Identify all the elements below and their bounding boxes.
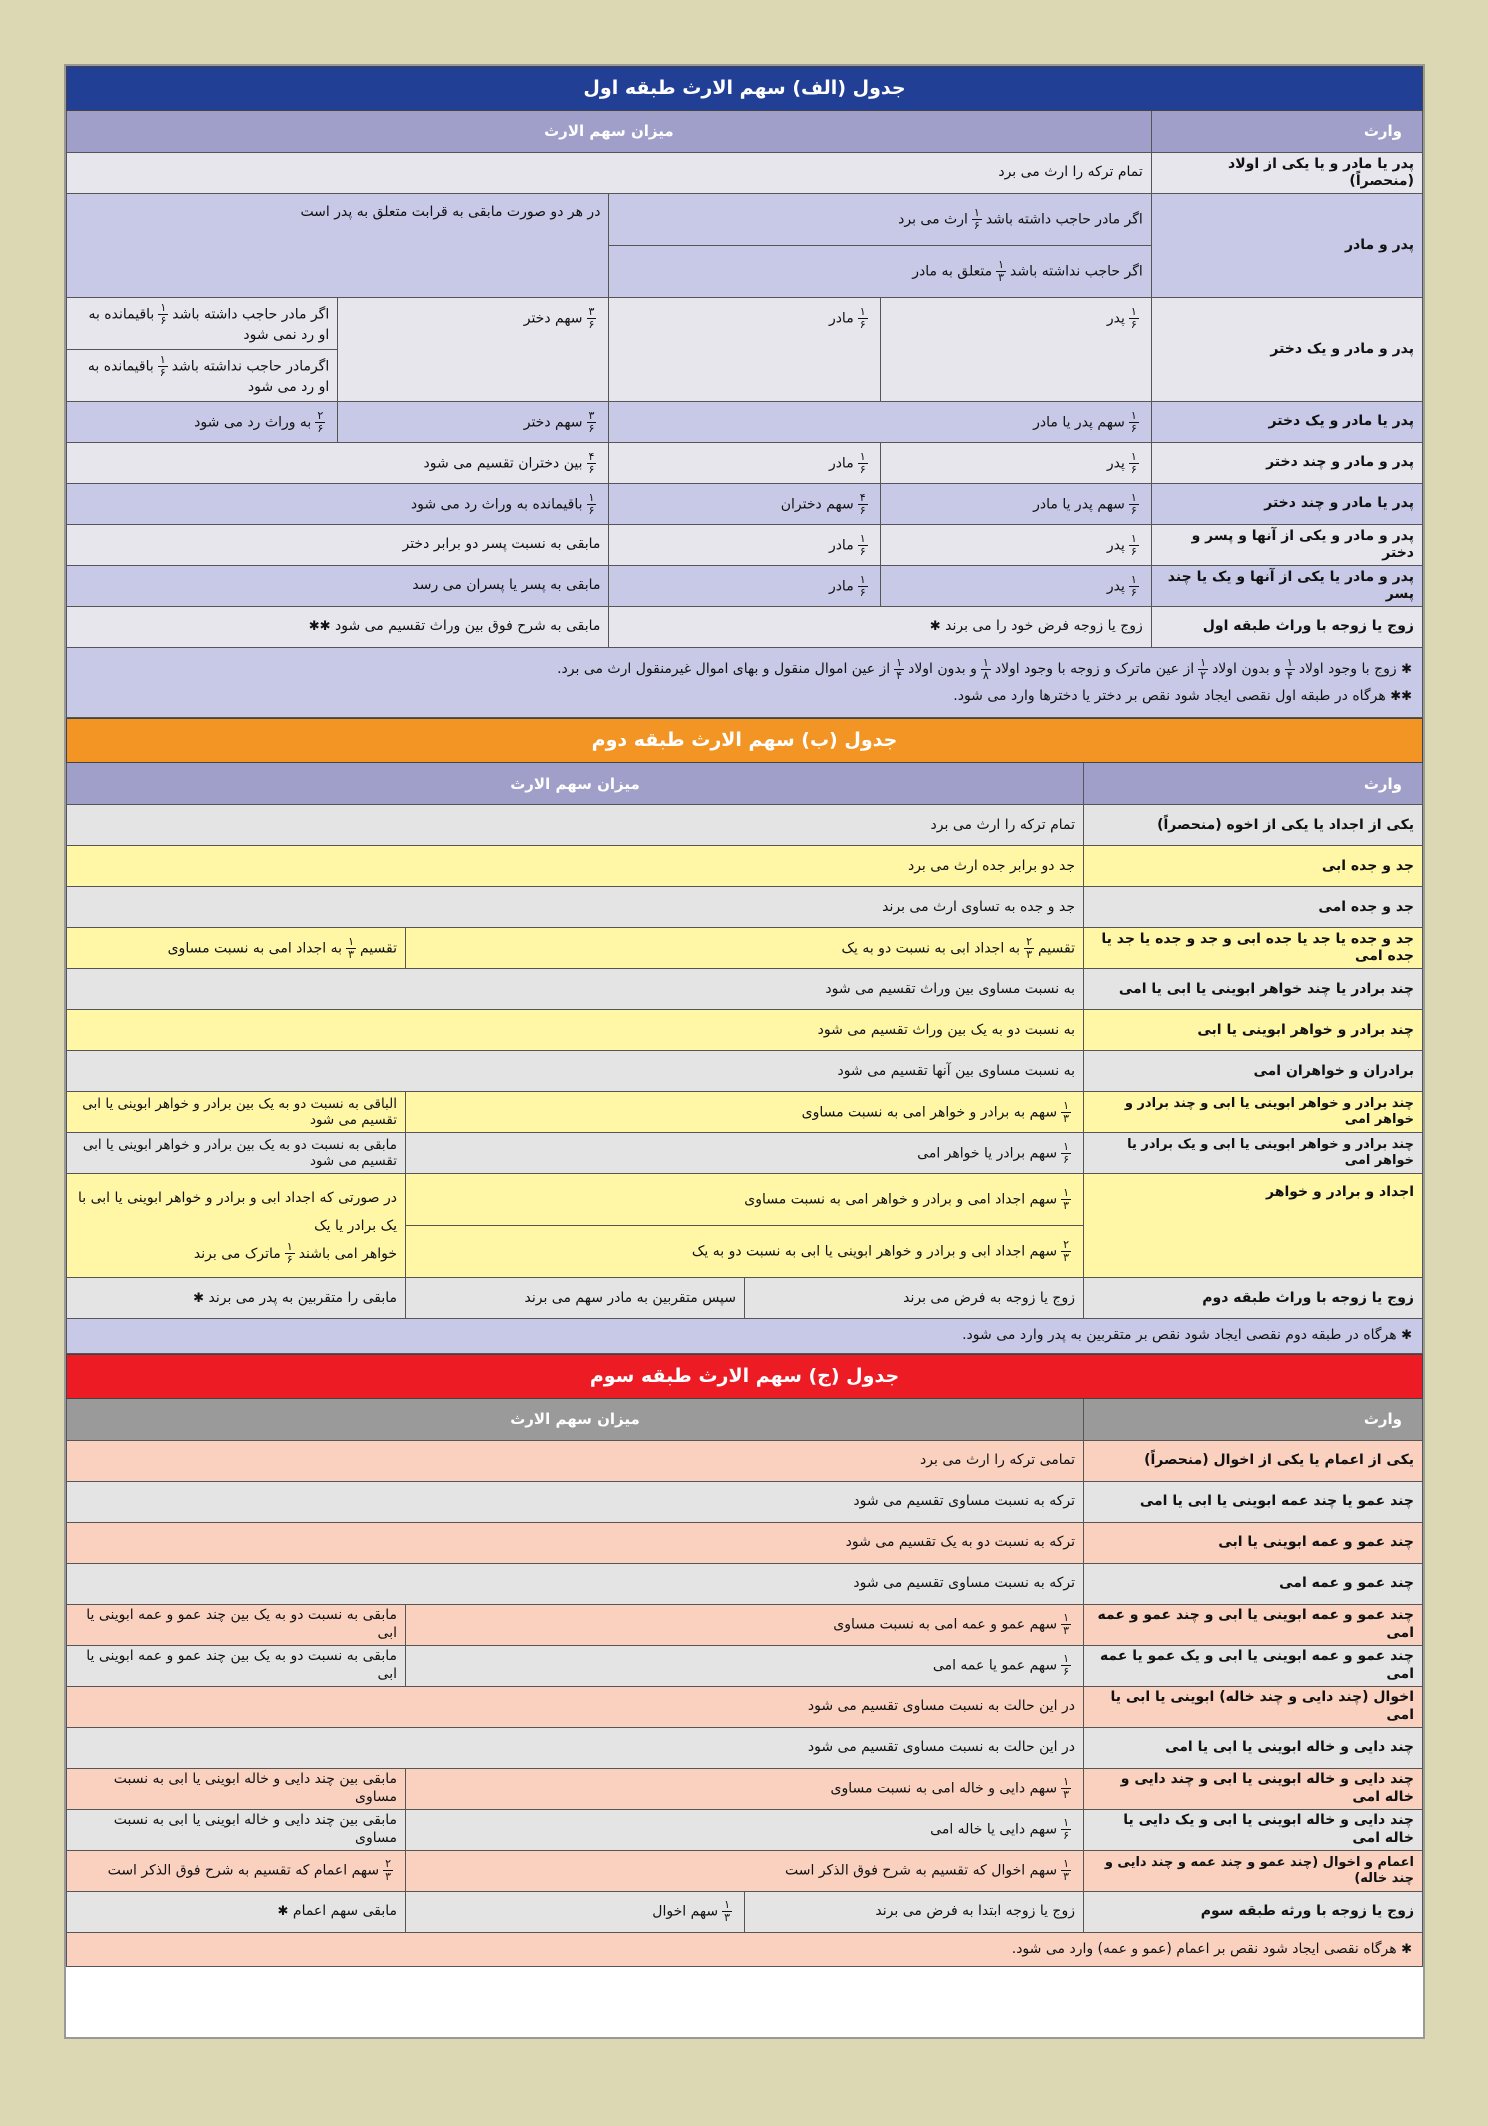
row-heir: جد و جده یا جد یا جده ابی و جد و جده یا جد یا جده امی <box>1084 928 1423 969</box>
row-heir: چند دایی و خاله ابوینی یا ابی و چند دایی و خاله امی <box>1084 1768 1423 1809</box>
row-share: الباقی به نسبت دو به یک بین برادر و خواهر ابوینی یا ابی تقسیم می شود <box>67 1092 406 1133</box>
row-heir: چند عمو و عمه ابوینی یا ابی و یک عمو یا عمه امی <box>1084 1645 1423 1686</box>
row-share: در این حالت به نسبت مساوی تقسیم می شود <box>67 1686 1084 1727</box>
row-share: اگر حاجب نداشته باشد $\frac{۱}{۳}$ متعلق به مادر <box>609 246 1151 298</box>
row-share: $\frac{۱}{۶}$ سهم عمو یا عمه امی <box>406 1645 1084 1686</box>
row-share: $\frac{۱}{۳}$ سهم به برادر و خواهر امی به نسبت مساوی <box>406 1092 1084 1133</box>
row-share: $\frac{۱}{۶}$ پدر <box>880 525 1151 566</box>
share-daughter: $\frac{۳}{۶}$ سهم دختر <box>338 298 609 402</box>
note-line: ✱✱ هرگاه در طبقه اول نقصی ایجاد شود نقص بر دختر یا دخترها وارد می شود. <box>953 687 1412 704</box>
table-a-title: جدول (الف) سهم الارث طبقه اول <box>67 67 1423 111</box>
row-share: $\frac{۲}{۳}$ سهم اجداد ابی و برادر و خواهر ابوینی یا ابی به نسبت دو به یک <box>406 1226 1084 1278</box>
row-share: $\frac{۱}{۳}$ سهم عمو و عمه امی به نسبت مساوی <box>406 1604 1084 1645</box>
row-share: $\frac{۱}{۶}$ باقیمانده به وراث رد می شود <box>67 484 609 525</box>
header-heir: وارث <box>1084 763 1423 805</box>
row-share: در صورتی که اجداد ابی و برادر و خواهر ابوینی یا ابی با یک برادر یا یک خواهر امی باشند $\frac{۱}{۶}$ ماترک می برند <box>67 1174 406 1278</box>
table-b-note: ✱ هرگاه در طبقه دوم نقصی ایجاد شود نقص بر متقربین به پدر وارد می شود. <box>67 1319 1423 1354</box>
row-share: تمامی ترکه را ارث می برد <box>67 1440 1084 1481</box>
row-heir: چند برادر و خواهر ابوینی یا ابی و چند برادر و خواهر امی <box>1084 1092 1423 1133</box>
row-heir: پدر یا مادر و یا یکی از اولاد (منحصراً) <box>1151 153 1422 194</box>
row-share: زوج یا زوجه به فرض می برند <box>745 1278 1084 1319</box>
table-c-note: ✱ هرگاه نقصی ایجاد شود نقص بر اعمام (عمو و عمه) وارد می شود. <box>67 1932 1423 1967</box>
row-heir: پدر و مادر یا یکی از آنها و یک یا چند پسر <box>1151 566 1422 607</box>
header-heir: وارث <box>1151 111 1422 153</box>
table-third-class <box>66 1354 1423 1968</box>
row-heir: یکی از اجداد یا یکی از اخوه (منحصراً) <box>1084 805 1423 846</box>
row-heir: جد و جده امی <box>1084 887 1423 928</box>
row-share: $\frac{۱}{۶}$ سهم پدر یا مادر <box>880 484 1151 525</box>
row-share: ترکه به نسبت دو به یک تقسیم می شود <box>67 1522 1084 1563</box>
row-heir: پدر و مادر <box>1151 194 1422 298</box>
row-heir: چند عمو و عمه ابوینی یا ابی و چند عمو و عمه امی <box>1084 1604 1423 1645</box>
row-share: $\frac{۱}{۶}$ مادر <box>609 525 880 566</box>
row-heir: پدر و مادر و چند دختر <box>1151 443 1422 484</box>
row-share: اگرمادر حاجب نداشته باشد $\frac{۱}{۶}$ باقیمانده به او رد می شود <box>67 350 338 402</box>
row-share-note: در هر دو صورت مابقی به قرابت متعلق به پدر است <box>67 194 609 298</box>
header-share: میزان سهم الارث <box>67 1398 1084 1440</box>
row-heir: پدر و مادر و یکی از آنها و پسر و دختر <box>1151 525 1422 566</box>
row-share: $\frac{۲}{۳}$ سهم اعمام که تقسیم به شرح فوق الذکر است <box>67 1850 406 1891</box>
row-heir: اخوال (چند دایی و چند خاله) ابوینی یا ابی یا امی <box>1084 1686 1423 1727</box>
row-share: به نسبت مساوی بین وراث تقسیم می شود <box>67 969 1084 1010</box>
row-share: جد دو برابر جده ارث می برد <box>67 846 1084 887</box>
header-share: میزان سهم الارث <box>67 111 1152 153</box>
row-heir: پدر یا مادر و چند دختر <box>1151 484 1422 525</box>
row-share: $\frac{۴}{۶}$ بین دختران تقسیم می شود <box>67 443 609 484</box>
row-share: جد و جده به تساوی ارث می برند <box>67 887 1084 928</box>
row-share: ترکه به نسبت مساوی تقسیم می شود <box>67 1481 1084 1522</box>
row-share: $\frac{۱}{۶}$ پدر <box>880 443 1151 484</box>
row-heir: پدر و مادر و یک دختر <box>1151 298 1422 402</box>
row-share: مابقی به نسبت پسر دو برابر دختر <box>67 525 609 566</box>
row-share: $\frac{۲}{۶}$ به وراث رد می شود <box>67 402 338 443</box>
row-share: مابقی به نسبت دو به یک بین برادر و خواهر ابوینی یا ابی تقسیم می شود <box>67 1133 406 1174</box>
row-share: ترکه به نسبت مساوی تقسیم می شود <box>67 1563 1084 1604</box>
row-heir: چند برادر یا چند خواهر ابوینی یا ابی یا امی <box>1084 969 1423 1010</box>
row-heir: زوج یا زوجه با وراث طبقه دوم <box>1084 1278 1423 1319</box>
row-heir: چند دایی و خاله ابوینی یا ابی و یک دایی یا خاله امی <box>1084 1809 1423 1850</box>
row-share: تمام ترکه را ارث می برد <box>67 805 1084 846</box>
row-heir: اعمام و اخوال (چند عمو و چند عمه و چند دایی و چند خاله) <box>1084 1850 1423 1891</box>
row-share: مابقی بین چند دایی و خاله ابوینی یا ابی به نسبت مساوی <box>67 1768 406 1809</box>
row-share: $\frac{۴}{۶}$ سهم دختران <box>609 484 880 525</box>
row-share: $\frac{۱}{۶}$ پدر <box>880 566 1151 607</box>
row-share: اگر مادر حاجب داشته باشد $\frac{۱}{۶}$ ارث می برد <box>609 194 1151 246</box>
row-heir: چند برادر و خواهر ابوینی یا ابی و یک برادر یا خواهر امی <box>1084 1133 1423 1174</box>
row-share: $\frac{۱}{۳}$ سهم اجداد امی و برادر و خواهر امی به نسبت مساوی <box>406 1174 1084 1226</box>
row-heir: برادران و خواهران امی <box>1084 1051 1423 1092</box>
header-share: میزان سهم الارث <box>67 763 1084 805</box>
row-share: زوج یا زوجه فرض خود را می برند ✱ <box>609 607 1151 648</box>
table-first-class <box>66 66 1423 718</box>
row-share: تمام ترکه را ارث می برد <box>67 153 1152 194</box>
row-heir: چند عمو و عمه امی <box>1084 1563 1423 1604</box>
row-share: $\frac{۱}{۶}$ مادر <box>609 443 880 484</box>
row-share: $\frac{۱}{۶}$ مادر <box>609 566 880 607</box>
header-heir: وارث <box>1084 1398 1423 1440</box>
row-share: تقسیم $\frac{۱}{۳}$ به اجداد امی به نسبت مساوی <box>67 928 406 969</box>
share-mother: $\frac{۱}{۶}$ مادر <box>609 298 880 402</box>
row-share: سپس متقربین به مادر سهم می برند <box>406 1278 745 1319</box>
inheritance-tables <box>64 64 1425 2039</box>
row-heir: یکی از اعمام یا یکی از اخوال (منحصراً) <box>1084 1440 1423 1481</box>
row-heir: زوج یا زوجه با وراث طبقه اول <box>1151 607 1422 648</box>
row-share: $\frac{۱}{۳}$ سهم اخوال <box>406 1891 745 1932</box>
table-a-notes <box>67 648 1423 718</box>
row-heir: چند برادر و خواهر ابوینی یا ابی <box>1084 1010 1423 1051</box>
note-line: ✱ زوج با وجود اولاد $\frac{۱}{۴}$ و بدون اولاد $\frac{۱}{۲}$ از عین ماترک و زوجه با وجود اولاد $\frac{۱}{۸}$ و بدون اولاد $\frac{۱}{۴}$ از عین اموال منقول و بهای اموال غیرمنقول ارث می برد. <box>557 655 1412 682</box>
row-share: مابقی را متقربین به پدر می برند ✱ <box>67 1278 406 1319</box>
table-b-title: جدول (ب) سهم الارث طبقه دوم <box>67 719 1423 763</box>
row-share: به نسبت دو به یک بین وراث تقسیم می شود <box>67 1010 1084 1051</box>
row-share: در این حالت به نسبت مساوی تقسیم می شود <box>67 1727 1084 1768</box>
row-share: تقسیم $\frac{۲}{۳}$ به اجداد ابی به نسبت دو به یک <box>406 928 1084 969</box>
row-share: مابقی به نسبت دو به یک بین چند عمو و عمه ابوینی یا ابی <box>67 1645 406 1686</box>
row-heir: زوج یا زوجه با ورثه طبقه سوم <box>1084 1891 1423 1932</box>
share-father: $\frac{۱}{۶}$ پدر <box>880 298 1151 402</box>
row-heir: جد و جده ابی <box>1084 846 1423 887</box>
row-share: $\frac{۱}{۳}$ سهم اخوال که تقسیم به شرح فوق الذکر است <box>406 1850 1084 1891</box>
row-share: مابقی به پسر یا پسران می رسد <box>67 566 609 607</box>
table-second-class <box>66 718 1423 1354</box>
row-share: اگر مادر حاجب داشته باشد $\frac{۱}{۶}$ باقیمانده به او رد نمی شود <box>67 298 338 350</box>
row-share: $\frac{۳}{۶}$ سهم دختر <box>338 402 609 443</box>
row-heir: چند عمو یا چند عمه ابوینی یا ابی یا امی <box>1084 1481 1423 1522</box>
row-share: $\frac{۱}{۶}$ سهم پدر یا مادر <box>609 402 1151 443</box>
row-share: مابقی بین چند دایی و خاله ابوینی یا ابی به نسبت مساوی <box>67 1809 406 1850</box>
row-share: $\frac{۱}{۳}$ سهم دایی و خاله امی به نسبت مساوی <box>406 1768 1084 1809</box>
row-share: به نسبت مساوی بین آنها تقسیم می شود <box>67 1051 1084 1092</box>
row-share: $\frac{۱}{۶}$ سهم برادر یا خواهر امی <box>406 1133 1084 1174</box>
table-c-title: جدول (ج) سهم الارث طبقه سوم <box>67 1354 1423 1398</box>
row-share: $\frac{۱}{۶}$ سهم دایی یا خاله امی <box>406 1809 1084 1850</box>
row-share: زوج یا زوجه ابتدا به فرض می برند <box>745 1891 1084 1932</box>
row-share: مابقی سهم اعمام ✱ <box>67 1891 406 1932</box>
row-share: مابقی به نسبت دو به یک بین چند عمو و عمه ابوینی یا ابی <box>67 1604 406 1645</box>
row-share: مابقی به شرح فوق بین وراث تقسیم می شود ✱✱ <box>67 607 609 648</box>
row-heir: اجداد و برادر و خواهر <box>1084 1174 1423 1278</box>
row-heir: پدر یا مادر و یک دختر <box>1151 402 1422 443</box>
row-heir: چند عمو و عمه ابوینی یا ابی <box>1084 1522 1423 1563</box>
row-heir: چند دایی و خاله ابوینی یا ابی یا امی <box>1084 1727 1423 1768</box>
